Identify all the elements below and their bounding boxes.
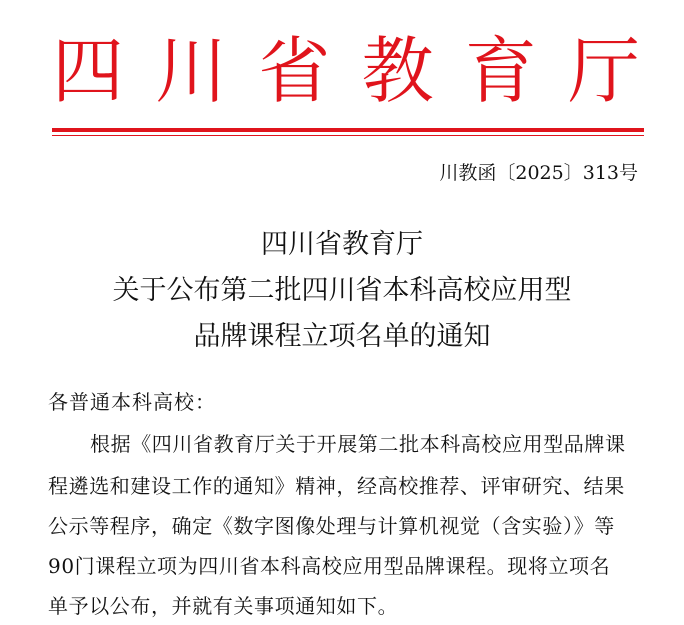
header-char: 教: [361, 29, 434, 113]
header-char: 厅: [567, 29, 640, 113]
document-title-line-2: 关于公布第二批四川省本科高校应用型: [112, 275, 572, 306]
issuing-authority-header: [52, 26, 640, 116]
body-text-line: 根据《四川省教育厅关于开展第二批本科高校应用型品牌课: [90, 432, 626, 456]
document-title-line-3: 品牌课程立项名单的通知: [193, 321, 491, 352]
body-text-line: 公示等程序，确定《数字图像处理与计算机视觉（含实验）》等: [48, 514, 615, 538]
header-char: 四: [52, 29, 125, 113]
body-text-line: 90门课程立项为四川省本科高校应用型品牌课程。现将立项名: [48, 554, 611, 578]
body-text-line: 单予以公布，并就有关事项通知如下。: [48, 594, 399, 618]
header-char: 川: [155, 29, 228, 113]
salutation: 各普通本科高校：: [48, 390, 216, 414]
red-divider-thick: [52, 128, 644, 132]
document-number: 川教函〔2025〕313号: [439, 162, 638, 184]
red-divider-thin: [52, 135, 644, 136]
document-title-line-1: 四川省教育厅: [261, 229, 423, 260]
body-text-line: 程遴选和建设工作的通知》精神，经高校推荐、评审研究、结果: [48, 474, 625, 498]
header-char: 省: [258, 29, 331, 113]
header-char: 育: [464, 29, 537, 113]
